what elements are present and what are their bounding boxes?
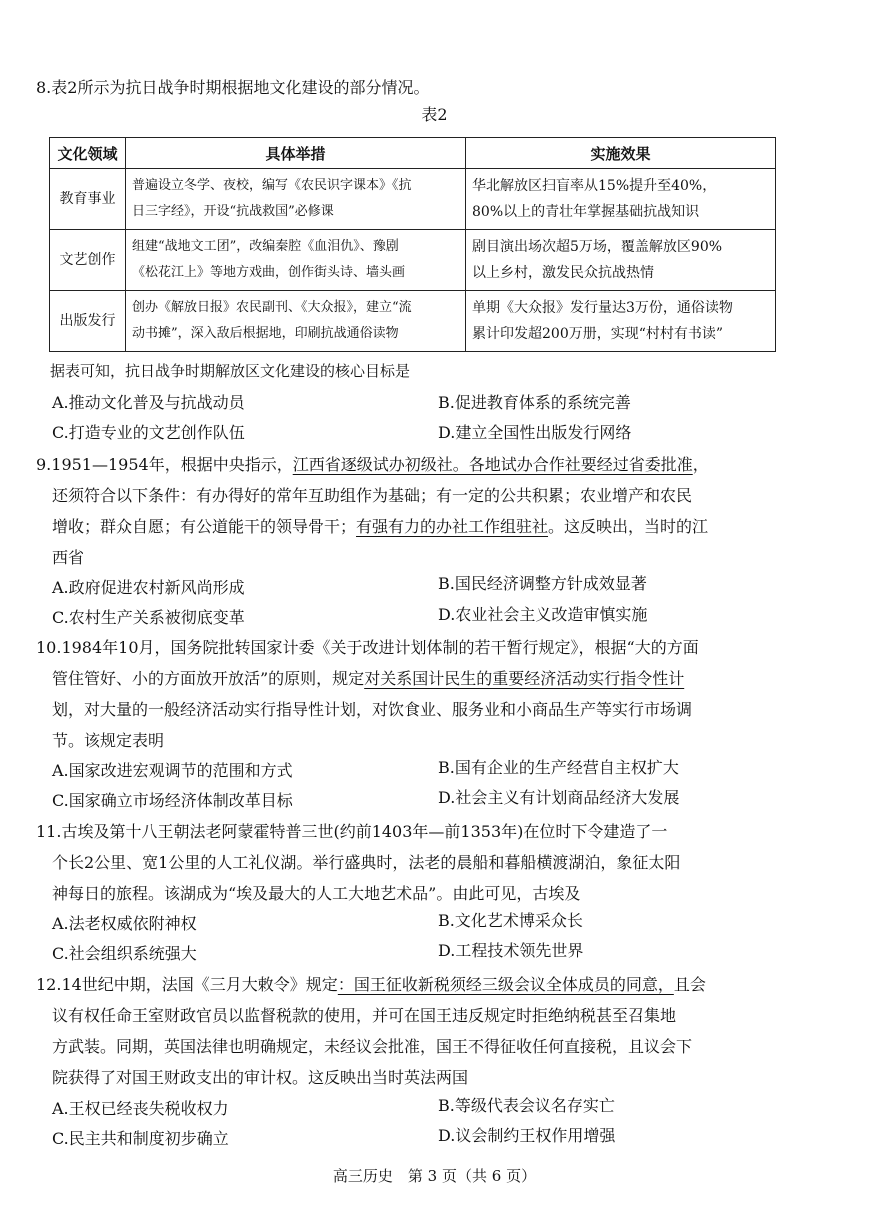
table-cell-measure (126, 230, 466, 291)
q9-option-b[interactable]: B.国民经济调整方针成效显著 (438, 574, 647, 593)
table-cell-effect (466, 169, 776, 230)
q10-option-b[interactable]: B.国有企业的生产经营自主权扩大 (438, 758, 679, 777)
cell-line: 华北解放区扫盲率从15%提升至40%， (472, 178, 717, 194)
table-cell-measure (126, 291, 466, 352)
table-cell-field: 教育事业 (50, 169, 126, 230)
q9-stem-line: 西省 (52, 548, 85, 567)
table-row (50, 169, 776, 230)
q12-stem-line (36, 973, 706, 997)
q9-option-d[interactable]: D.农业社会主义改造审慎实施 (438, 605, 648, 624)
q12-stem-line: 院获得了对国王财政支出的审计权。这反映出当时英法两国 (52, 1068, 469, 1087)
table-header: 实施效果 (466, 138, 776, 169)
cell-line: 80%以上的青壮年掌握基础抗战知识 (472, 204, 700, 220)
q11-stem-line: 个长2公里、宽1公里的人工礼仪湖。举行盛典时，法老的晨船和暮船横渡湖泊，象征太阳 (52, 853, 681, 872)
q12-underlined-text: ：国王征收新税须经三级会议全体成员的同意， (337, 975, 674, 994)
q8-option-b[interactable]: B.促进教育体系的系统完善 (438, 393, 631, 412)
q9-stem-line: 还须符合以下条件：有办得好的常年互助组作为基础；有一定的公共积累；农业增产和农民 (52, 486, 693, 505)
q9-option-a[interactable]: A.政府促进农村新风尚形成 (52, 578, 245, 597)
table-cell-field: 文艺创作 (50, 230, 126, 291)
table-header: 文化领域 (50, 138, 126, 169)
cell-line: 单期《大众报》发行量达3万份，通俗读物 (472, 300, 733, 316)
q9-option-c[interactable]: C.农村生产关系被彻底变革 (52, 608, 245, 627)
q12-stem-line: 方武装。同期，英国法律也明确规定，未经议会批准，国王不得征收任何直接税，且议会下 (52, 1037, 693, 1056)
q9-stem-line (52, 515, 708, 539)
table-row (50, 230, 776, 291)
q8-option-d[interactable]: D.建立全国性出版发行网络 (438, 423, 632, 442)
q11-stem-line: 11.古埃及第十八王朝法老阿蒙霍特普三世(约前1403年—前1353年)在位时下令建造了一 (36, 822, 668, 841)
q10-stem-line: 10.1984年10月，国务院批转国家计委《关于改进计划体制的若干暂行规定》，根据“大的方面 (36, 638, 699, 657)
table-caption: 表2 (421, 105, 448, 124)
q12-stem-line: 议有权任命王室财政官员以监督税款的使用，并可在国王违反规定时拒绝纳税甚至召集地 (52, 1006, 677, 1025)
q12-option-a[interactable]: A.王权已经丧失税收权力 (52, 1099, 229, 1118)
q10-option-c[interactable]: C.国家确立市场经济体制改革目标 (52, 791, 293, 810)
table-cell-effect (466, 230, 776, 291)
q10-stem-line: 节。该规定表明 (52, 731, 165, 750)
q10-underlined-text: 对关系国计民生的重要经济活动实行指令性计 (364, 669, 685, 688)
q10-stem-line (52, 667, 684, 691)
q12-text: 且会 (673, 975, 706, 994)
q9-text: 9.1951—1954年，根据中央指示， (36, 455, 293, 474)
q11-stem-line: 神每日的旅程。该湖成为“埃及最大的人工大地艺术品”。由此可见，古埃及 (52, 884, 581, 903)
q12-option-c[interactable]: C.民主共和制度初步确立 (52, 1129, 229, 1148)
q9-text: 增收；群众自愿；有公道能干的领导骨干； (52, 517, 357, 536)
cell-line: 剧目演出场次超5万场，覆盖解放区90% (472, 239, 723, 255)
q10-stem-line: 划，对大量的一般经济活动实行指导性计划，对饮食业、服务业和小商品生产等实行市场调 (52, 700, 693, 719)
q12-option-d[interactable]: D.议会制约王权作用增强 (438, 1126, 616, 1145)
q10-option-d[interactable]: D.社会主义有计划商品经济大发展 (438, 788, 680, 807)
q11-option-c[interactable]: C.社会组织系统强大 (52, 944, 197, 963)
q12-text: 12.14世纪中期，法国《三月大敕令》规定 (36, 975, 338, 994)
table-cell-measure (126, 169, 466, 230)
cell-line: 以上乡村，激发民众抗战热情 (472, 265, 654, 281)
cell-line: 日三字经》，开设“抗战救国”必修课 (132, 204, 334, 219)
q8-prompt: 据表可知，抗日战争时期解放区文化建设的核心目标是 (50, 362, 411, 380)
q9-underlined-text: 江西省逐级试办初级社。各地试办合作社要经过省委批准 (292, 455, 693, 474)
q9-underlined-text: 有强有力的办社工作组驻社 (356, 517, 549, 536)
q10-option-a[interactable]: A.国家改进宏观调节的范围和方式 (52, 761, 293, 780)
cell-line: 《松花江上》等地方戏曲，创作街头诗、墙头画 (132, 265, 406, 280)
table-header-row (50, 138, 776, 169)
culture-table (49, 137, 776, 352)
cell-line: 组建“战地文工团”，改编秦腔《血泪仇》、豫剧 (132, 239, 399, 254)
q9-text: 。这反映出，当时的江 (548, 517, 709, 536)
q11-option-b[interactable]: B.文化艺术博采众长 (438, 911, 583, 930)
q12-option-b[interactable]: B.等级代表会议名存实亡 (438, 1096, 615, 1115)
q10-text: 管住管好、小的方面放开放活”的原则，规定 (52, 669, 365, 688)
q8-option-a[interactable]: A.推动文化普及与抗战动员 (52, 393, 245, 412)
q11-option-a[interactable]: A.法老权威依附神权 (52, 914, 197, 933)
q8-option-c[interactable]: C.打造专业的文艺创作队伍 (52, 423, 245, 442)
table-header: 具体举措 (126, 138, 466, 169)
q11-option-d[interactable]: D.工程技术领先世界 (438, 941, 584, 960)
q9-text: ， (692, 455, 709, 474)
table-row (50, 291, 776, 352)
q9-stem-line (36, 453, 709, 477)
cell-line: 动书摊”，深入敌后根据地，印刷抗战通俗读物 (132, 326, 399, 341)
cell-line: 创办《解放日报》农民副刊、《大众报》，建立“流 (132, 300, 412, 315)
table-cell-field: 出版发行 (50, 291, 126, 352)
table-cell-effect (466, 291, 776, 352)
q8-stem: 8.表2所示为抗日战争时期根据地文化建设的部分情况。 (36, 78, 430, 97)
page-footer: 高三历史 第 3 页（共 6 页） (332, 1167, 537, 1185)
cell-line: 普遍设立冬学、夜校，编写《农民识字课本》《抗 (132, 178, 412, 193)
cell-line: 累计印发超200万册，实现“村村有书读” (472, 326, 724, 342)
